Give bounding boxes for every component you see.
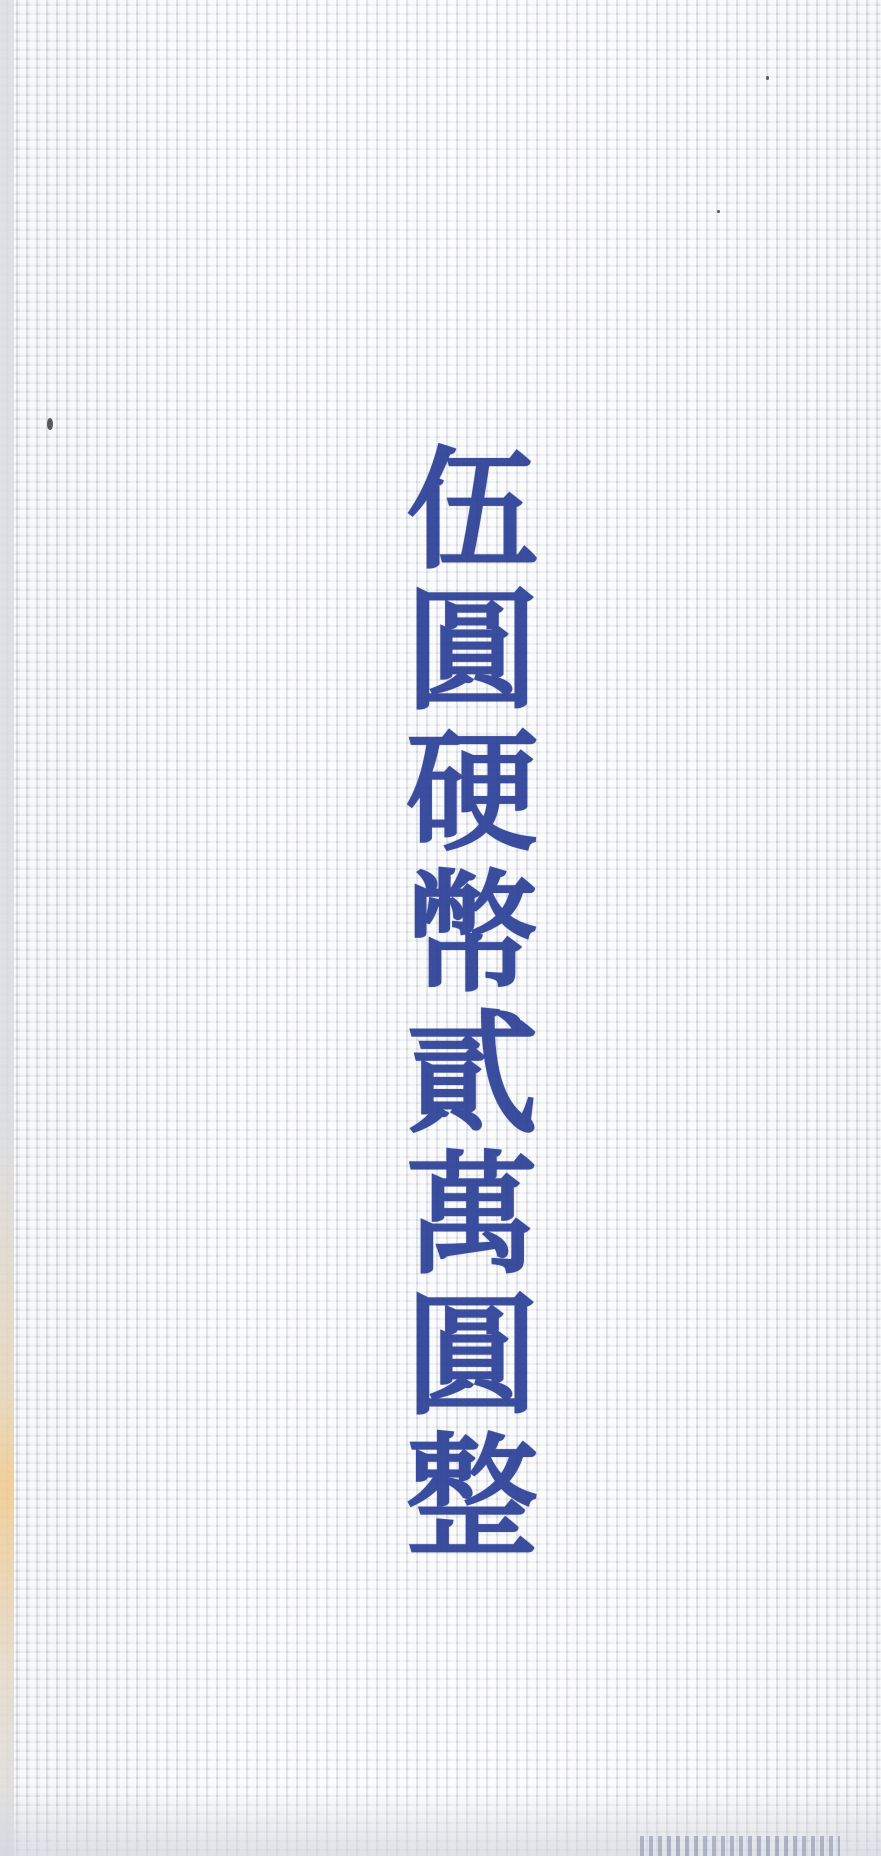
dirt-speck	[47, 418, 53, 430]
dirt-speck	[766, 76, 769, 80]
sack-edge	[0, 0, 14, 1856]
printed-mark-fragment	[640, 1836, 840, 1856]
coin-bag-inscription: 伍圓硬幣貳萬圓整	[383, 440, 538, 1568]
dirt-speck	[717, 210, 720, 213]
